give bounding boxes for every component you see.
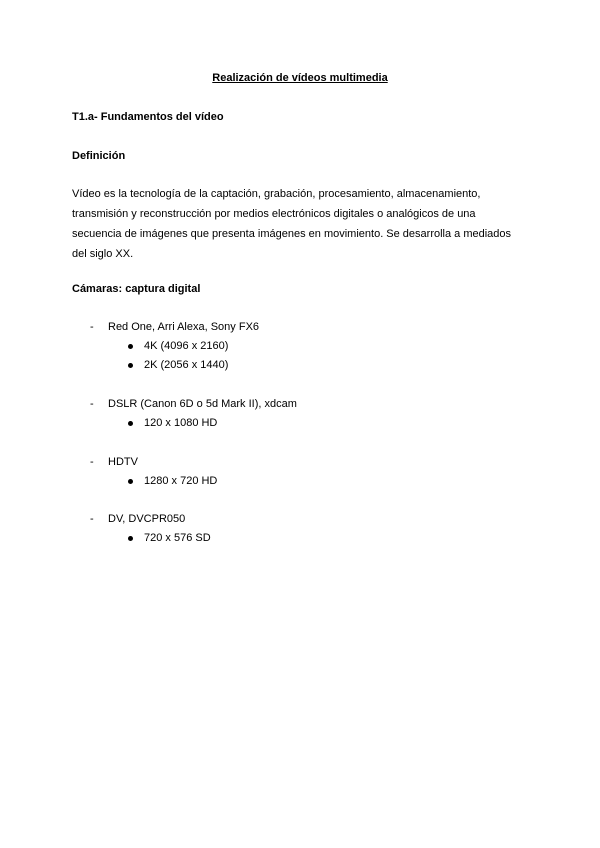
bullet-icon (128, 479, 133, 484)
camera-label: DV, DVCPR050 (108, 513, 186, 525)
dash-marker: - (90, 321, 94, 333)
paragraph-line: del siglo XX. (72, 248, 134, 260)
dash-marker: - (90, 513, 94, 525)
resolution-label: 2K (2056 x 1440) (144, 359, 229, 371)
dash-marker: - (90, 456, 94, 468)
camera-label: DSLR (Canon 6D o 5d Mark II), xdcam (108, 398, 297, 410)
bullet-icon (128, 421, 133, 426)
definition-heading: Definición (72, 150, 126, 162)
section-heading: T1.a- Fundamentos del vídeo (72, 111, 224, 123)
bullet-icon (128, 344, 133, 349)
paragraph-line: Vídeo es la tecnología de la captación, grabación, procesamiento, almacenamiento, (72, 188, 481, 200)
bullet-icon (128, 363, 133, 368)
paragraph-line: transmisión y reconstrucción por medios electrónicos digitales o analógicos de una (72, 208, 476, 220)
resolution-label: 1280 x 720 HD (144, 475, 218, 487)
paragraph-line: secuencia de imágenes que presenta imágenes en movimiento. Se desarrolla a mediados (72, 228, 512, 240)
cameras-heading: Cámaras: captura digital (72, 283, 201, 295)
dash-marker: - (90, 398, 94, 410)
resolution-label: 720 x 576 SD (144, 532, 211, 544)
definition-paragraph (72, 184, 532, 264)
camera-label: Red One, Arri Alexa, Sony FX6 (108, 321, 260, 333)
bullet-icon (128, 536, 133, 541)
resolution-label: 4K (4096 x 2160) (144, 340, 229, 352)
document-title: Realización de vídeos multimedia (212, 72, 388, 84)
camera-label: HDTV (108, 456, 138, 468)
resolution-label: 120 x 1080 HD (144, 417, 218, 429)
